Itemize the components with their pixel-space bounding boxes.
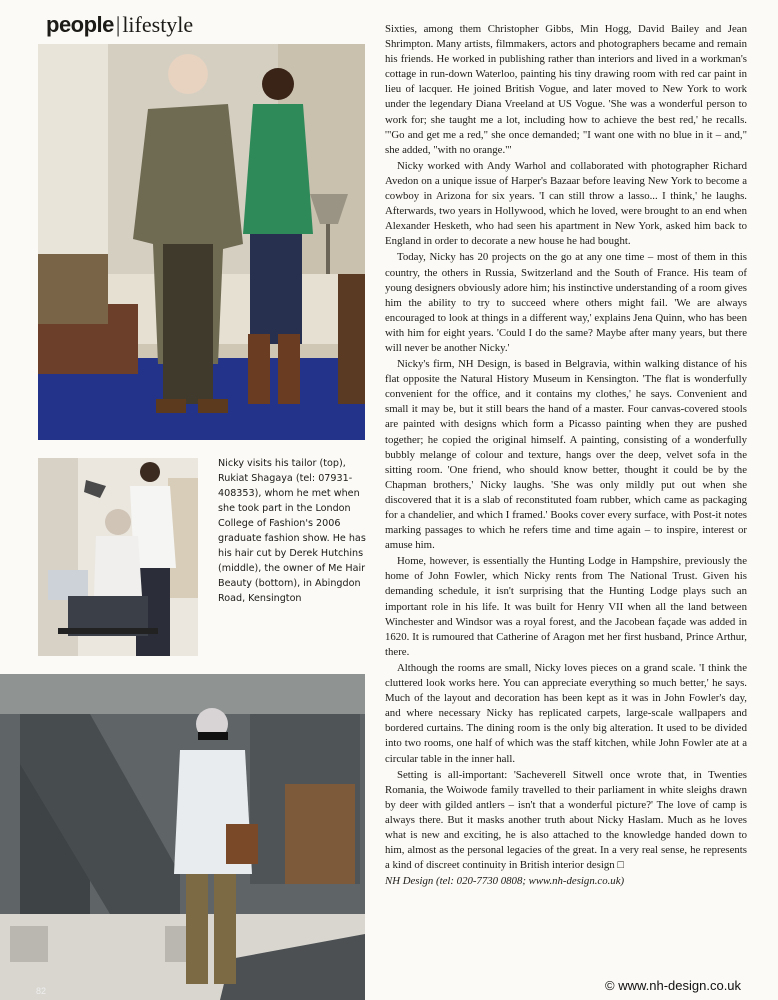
photo-haircut-art — [38, 458, 198, 656]
article-paragraph-3: Today, Nicky has 20 projects on the go at any one time – most of them in this country, the others in Russia, Switzerland and the South of France. His team of young designers obviously adore him; his instinctive understanding of a room gives him the ability to try to succeed where others might fail. 'We are always encouraged to look at things in a different way,' explains Jena Quinn, who has been with him for eight years. 'Could I do the same? Maybe after many years, but there will never be another Nicky.' — [385, 251, 747, 354]
photo-tailor-fitting — [38, 44, 365, 440]
article-column — [385, 22, 747, 890]
section-header — [46, 12, 193, 40]
article-paragraph-5: Home, however, is essentially the Hunting Lodge in Hampshire, previously the home of John Fowler, which Nicky rents from The National Trust. Given his demanding schedule, it isn't surprising that the Hunting Lodge plays such an important role in his life. It was built for Henry VII when all the land between Winchester and Windsor was a royal forest, and the Jacobean façade was added in 1620. It is rumoured that Catherine of Aragon met her first husband, Prince Arthur, there. — [385, 555, 747, 658]
subsection-label: lifestyle — [122, 12, 194, 37]
photo-caption: Nicky visits his tailor (top), Rukiat Shagaya (tel: 07931-408353), whom he met when she took part in the London College of Fashion's 2006 graduate fashion show. He has his hair cut by Derek Hutchins (middle), the owner of Me Hair Beauty (bottom), in Abingdon Road, Kensington — [218, 458, 366, 604]
copyright-watermark: © www.nh-design.co.uk — [605, 978, 742, 993]
section-label: people — [46, 12, 114, 37]
article-paragraph-4: Nicky's firm, NH Design, is based in Belgravia, within walking distance of his flat opposite the Natural History Museum in Kensington. 'The flat is wonderfully convenient for the office, and it contains my clothes,' he says. Convenient and small it may be, but it still bears the hand of a master. Four canvas-covered stools are painted with designs which form a Picasso painting when they are pushed together; he copied the original himself. A painting, consisting of a wonderfully bubbly melange of colour and texture, hangs over the deep, velvet sofa in the sitting room. 'One friend, who should know better, thought it could be by the Chapman brothers,' Nicky laughs. 'She was only mildly put out when she discovered that it is a slab of reconstituted foam rubber, which came as packaging for a chandelier, and which I framed.' Books cover every surface, with Post-it notes marking passages to which he refers time and time again – to inspire, interest or amuse him. — [385, 358, 747, 552]
article-paragraph-2: Nicky worked with Andy Warhol and collaborated with photographer Richard Avedon on a unique issue of Harper's Bazaar before leaving New York to become a cowboy in Arizona for six years. 'I can still throw a lasso... I think,' he laughs. Afterwards, two years in Hollywood, which he loved, were brought to an end when Alexander Hesketh, who had seen his apartment in New York, asked him back to England in order to decorate a new house he had bought. — [385, 159, 747, 248]
photo-street-salon-art — [0, 674, 365, 1000]
article-credit: NH Design (tel: 020-7730 0808; www.nh-design.co.uk) — [385, 875, 625, 888]
photo-haircut — [38, 458, 198, 656]
page-number: 82 — [36, 986, 47, 996]
section-separator: | — [115, 12, 121, 37]
article-paragraph-7: Setting is all-important: 'Sacheverell Sitwell once wrote that, in Twenties Romania, the Woiwode family travelled to their parliament in white sleighs drawn by deer with gilded antlers – isn't that a wonderful picture?' The love of camp is always there. But it masks another truth about Nicky Haslam. Much as he loves what is new and exciting, he is also attached to the knowledge handed down to him, almost as the personal legacies of the great. In a very real sense, he represents a kind of discreet continuity in British interior design □ — [385, 768, 747, 872]
article-paragraph-6: Although the rooms are small, Nicky loves pieces on a grand scale. 'I think the cluttered look works here. You can appreciate everything so much better,' he says. Much of the layout and decoration has been kept as it was in John Fowler's day, and where necessary Nicky has replicated carpets, large-scale wallpapers and bordered curtains. The dining room is the only big alteration. It used to be divided into two rooms, one half of which was the staff kitchen, while John Fowler ate at a circular table in the inner hall. — [385, 661, 747, 765]
article-paragraph-1: Sixties, among them Christopher Gibbs, Min Hogg, David Bailey and Jean Shrimpton. Many artists, filmmakers, actors and photographers became and remain his friends. He worked in publishing rather than interiors and lived in a workman's cottage in run-down Waterloo, painting his tiny drawing room with red car paint in lieu of lacquer. He joined British Vogue, and later moved to New York to work under the legendary Diana Vreeland at US Vogue. 'She was a wonderful person to work for; she taught me a lot, including how to achieve the best red,' he recalls. '"Go and get me a red," she once demanded; "I want one with no blue in it – and," she added, "with no orange."' — [385, 23, 747, 156]
photo-tailor-fitting-art — [38, 44, 365, 440]
photo-street-salon — [0, 674, 365, 1000]
